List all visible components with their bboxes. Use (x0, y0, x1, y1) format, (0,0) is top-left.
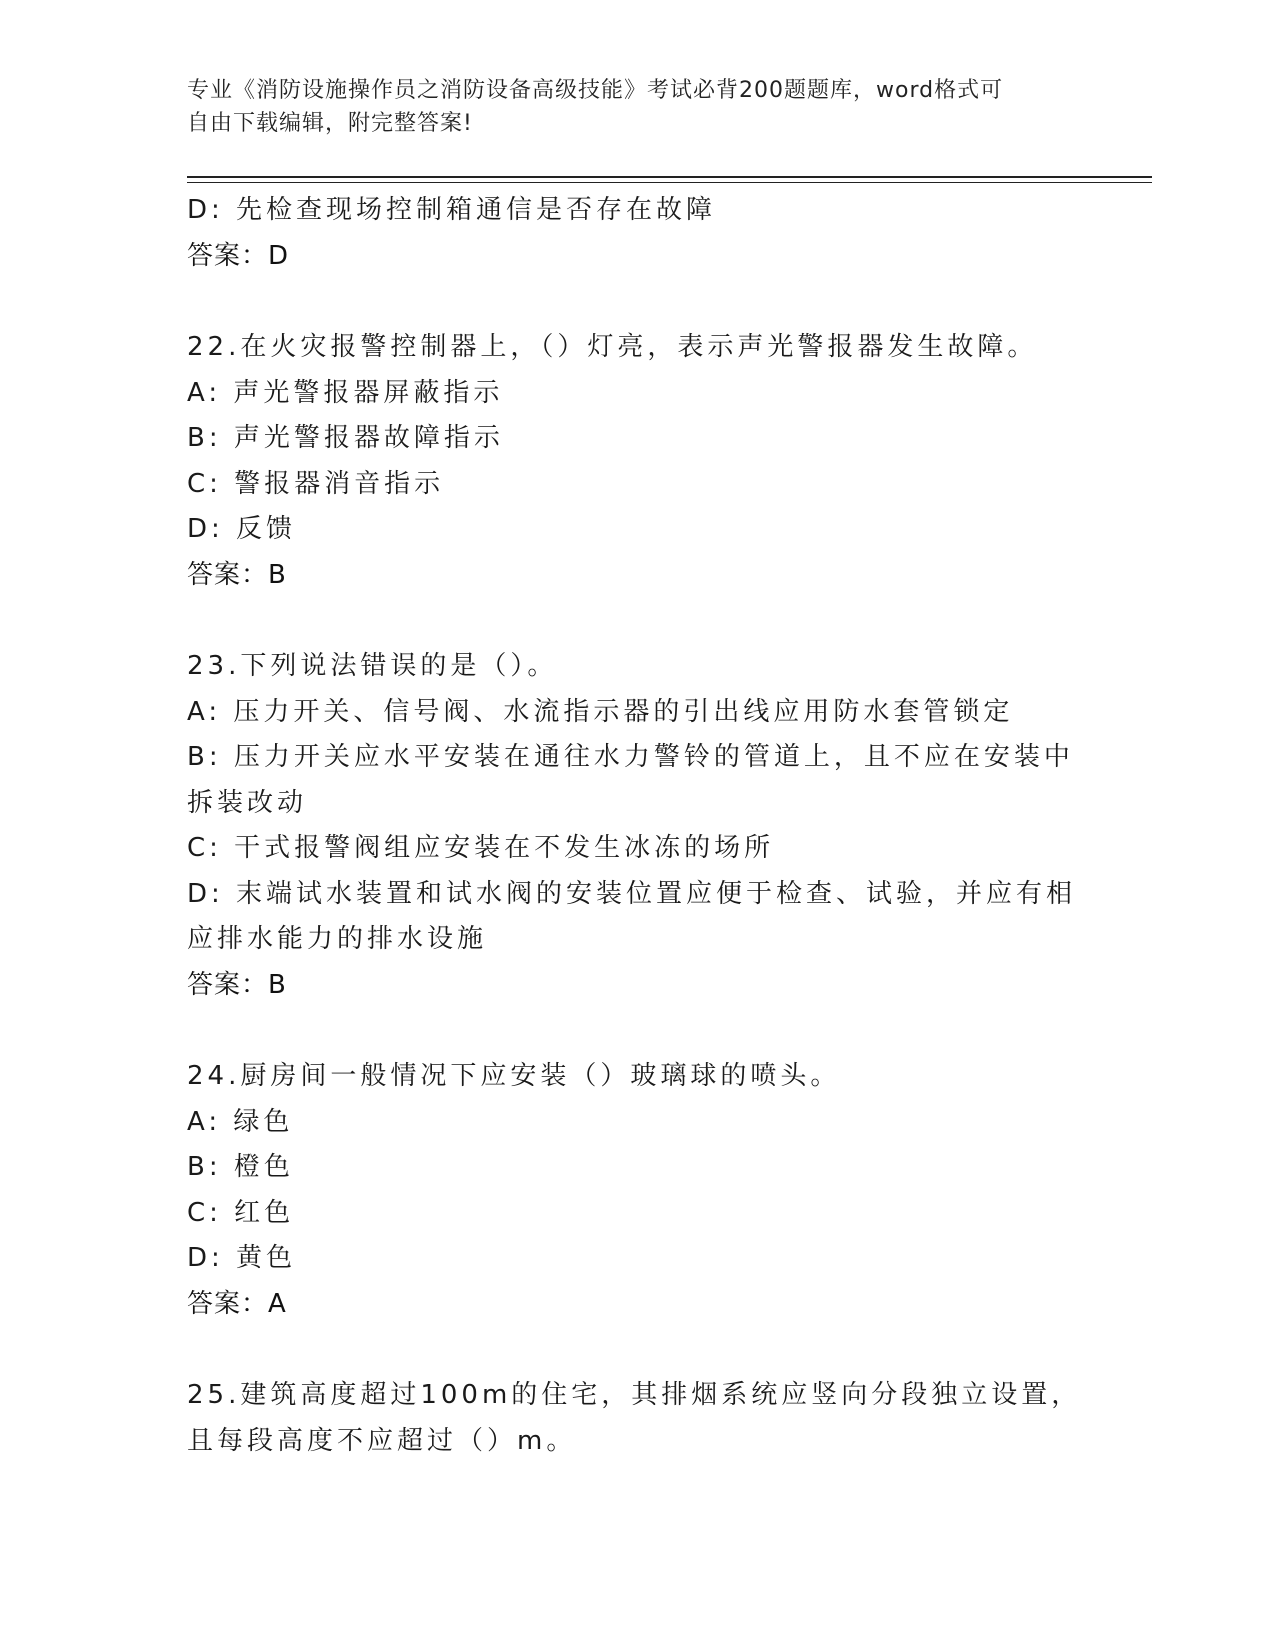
question-block-22 (187, 325, 1087, 598)
spacer (187, 598, 1087, 644)
question-block-23 (187, 644, 1087, 1008)
page-header (187, 74, 1087, 140)
option-b: B: 压力开关应水平安装在通往水力警铃的管道上，且不应在安装中拆装改动 (187, 742, 1074, 818)
question-block-25 (187, 1373, 1087, 1464)
header-title-line-1: 专业《消防设施操作员之消防设备高级技能》考试必背200题题库，word格式可 (187, 78, 1004, 103)
question-text: 23.下列说法错误的是（）。 (187, 651, 558, 681)
option-d: D: 末端试水装置和试水阀的安装位置应便于检查、试验，并应有相应排水能力的排水设施 (187, 878, 1077, 954)
question-content (187, 188, 1087, 1464)
header-title-line-2: 自由下载编辑，附完整答案! (187, 111, 473, 136)
header-rule-thick (187, 176, 1152, 178)
option-b: B: 声光警报器故障指示 (187, 423, 504, 453)
option-c: C: 警报器消音指示 (187, 468, 445, 499)
option-d: D: 黄色 (187, 1243, 297, 1273)
answer-line: 答案：D (187, 240, 290, 271)
question-text: 24.厨房间一般情况下应安装（）玻璃球的喷头。 (187, 1061, 841, 1091)
spacer (187, 279, 1087, 325)
option-b: B: 橙色 (187, 1152, 294, 1182)
option-c: C: 干式报警阀组应安装在不发生冰冻的场所 (187, 833, 775, 863)
answer-line: 答案：B (187, 559, 287, 590)
question-text: 22.在火灾报警控制器上，（）灯亮，表示声光警报器发生故障。 (187, 332, 1038, 362)
question-block-24 (187, 1054, 1087, 1327)
answer-line: 答案：B (187, 969, 287, 1000)
spacer (187, 1008, 1087, 1054)
option-a: A: 声光警报器屏蔽指示 (187, 377, 504, 408)
option-a: A: 压力开关、信号阀、水流指示器的引出线应用防水套管锁定 (187, 696, 1014, 727)
option-c: C: 红色 (187, 1197, 295, 1228)
option-d: D: 先检查现场控制箱通信是否存在故障 (187, 195, 717, 225)
answer-line: 答案：A (187, 1288, 287, 1319)
question-block-21-continued (187, 188, 1087, 279)
option-d: D: 反馈 (187, 514, 297, 544)
header-rule-thin (187, 182, 1152, 183)
spacer (187, 1327, 1087, 1373)
option-a: A: 绿色 (187, 1106, 294, 1137)
question-text: 25.建筑高度超过100m的住宅，其排烟系统应竖向分段独立设置，且每段高度不应超过（）m。 (187, 1380, 1082, 1456)
